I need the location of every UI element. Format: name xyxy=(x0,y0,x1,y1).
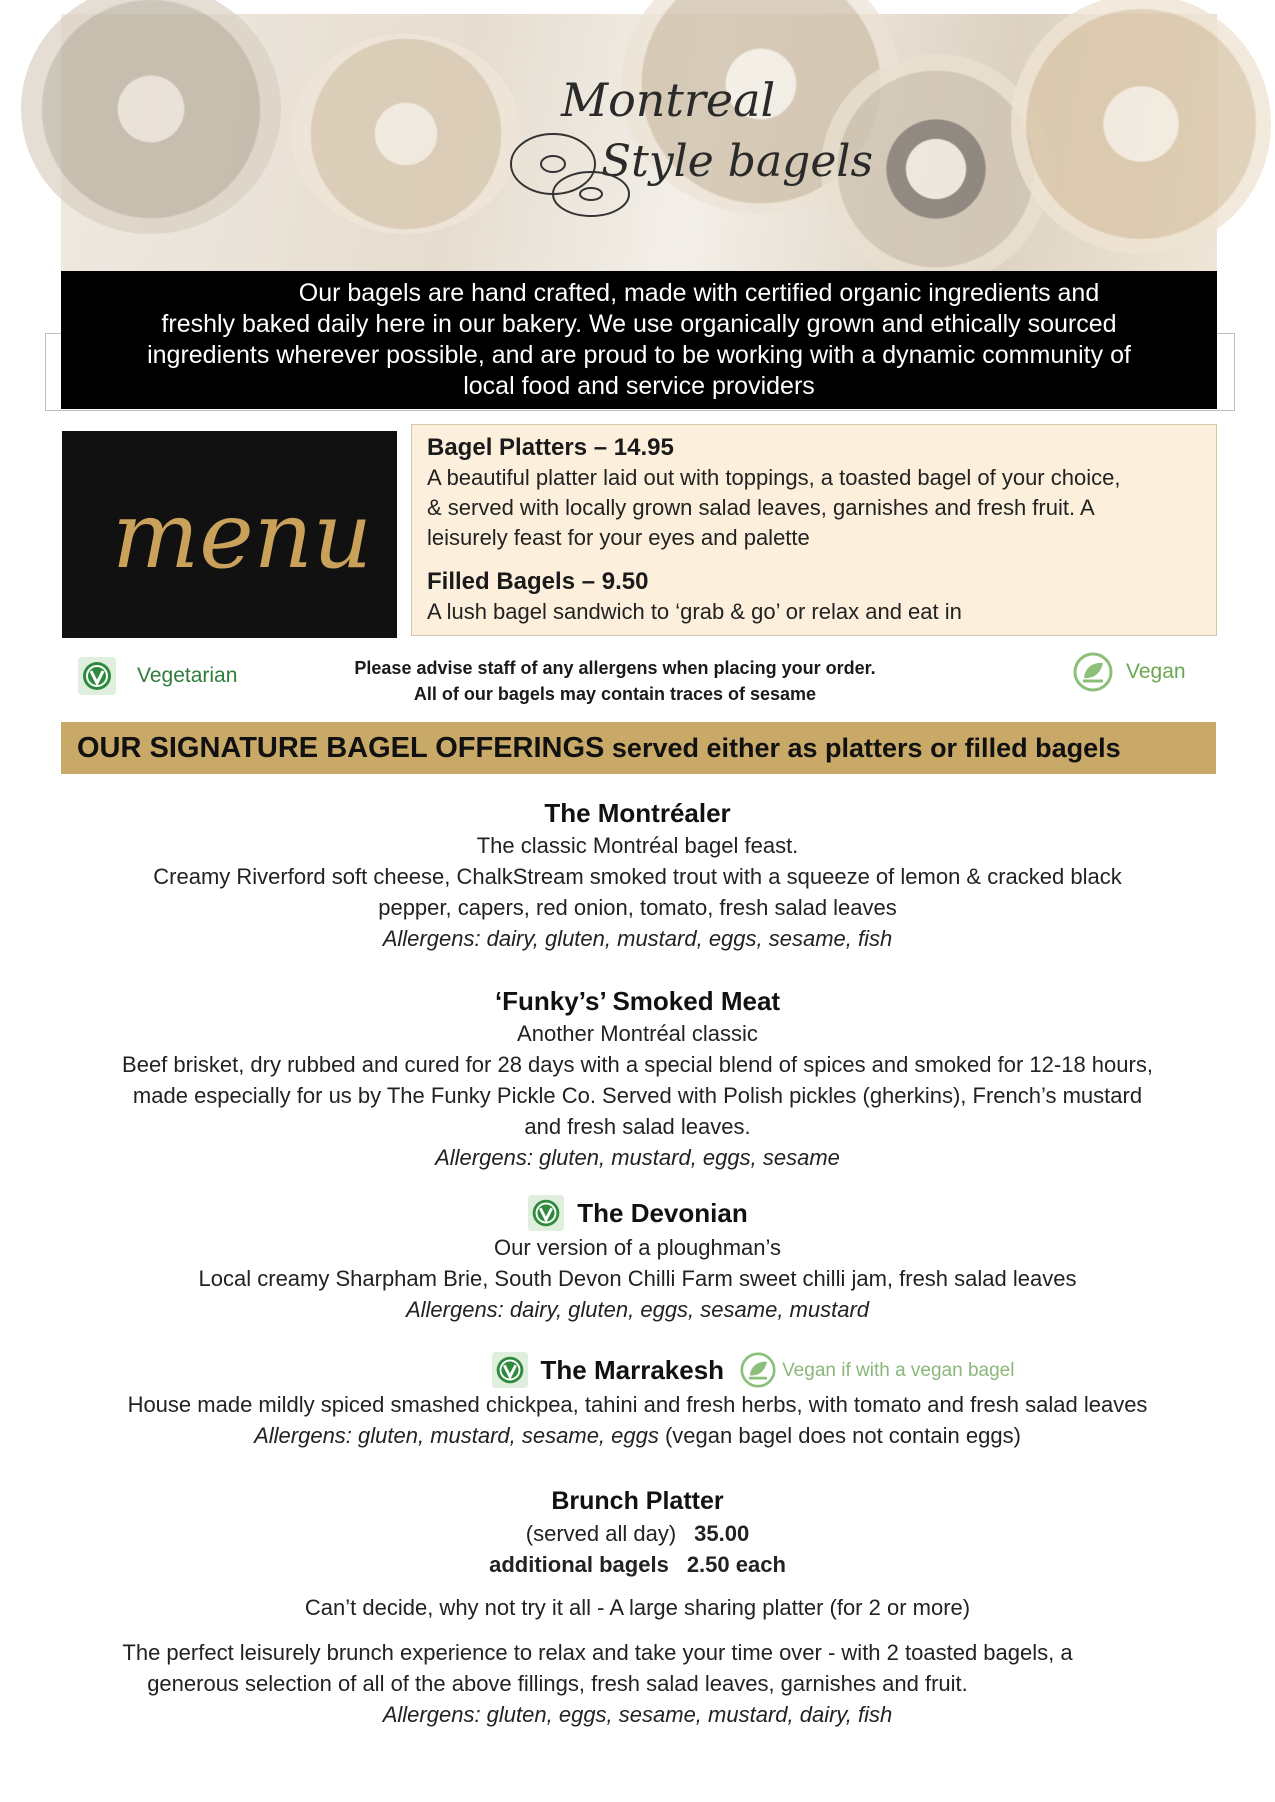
allergen-note-line: Please advise staff of any allergens when placing your order. xyxy=(354,658,876,678)
item-funkys-smoked-meat xyxy=(0,984,1275,1173)
item-allergens: Allergens: gluten, mustard, sesame, eggs xyxy=(254,1423,659,1448)
vegan-note: Vegan if with a vegan bagel xyxy=(782,1359,1015,1381)
svg-text:Montreal: Montreal xyxy=(561,73,776,127)
platters-desc: leisurely feast for your eyes and palette xyxy=(427,525,810,550)
banner-bold: OUR SIGNATURE BAGEL OFFERINGS xyxy=(77,732,605,764)
item-allergens: Allergens: dairy, gluten, eggs, sesame, mustard xyxy=(405,1297,870,1322)
item-desc: Local creamy Sharpham Brie, South Devon Chilli Farm sweet chilli jam, fresh salad leaves xyxy=(198,1266,1077,1291)
banner-rest: served either as platters or filled bagels xyxy=(604,733,1121,763)
brunch-additional-price: 2.50 each xyxy=(686,1552,786,1577)
intro-text xyxy=(61,271,1217,409)
vegetarian-label: Vegetarian xyxy=(137,664,238,687)
vegetarian-icon xyxy=(491,1351,529,1389)
item-allergens: Allergens: gluten, mustard, eggs, sesame xyxy=(435,1145,840,1170)
vegetarian-icon xyxy=(527,1194,565,1232)
item-name: The Devonian xyxy=(577,1198,748,1228)
platters-desc: A beautiful platter laid out with toppings, a toasted bagel of your choice, xyxy=(427,465,1121,490)
montreal-style-bagels-logo xyxy=(501,54,874,204)
brunch-price: 35.00 xyxy=(694,1521,750,1546)
item-brunch-platter xyxy=(0,1484,1275,1730)
platters-heading: Bagel Platters – 14.95 xyxy=(427,434,674,461)
vegan-legend xyxy=(1073,652,1186,692)
item-desc: and fresh salad leaves. xyxy=(524,1114,751,1139)
brunch-served: (served all day) xyxy=(525,1521,677,1546)
menu-title-box xyxy=(62,431,397,638)
item-subtitle: Another Montréal classic xyxy=(517,1021,758,1046)
item-name-row xyxy=(0,1194,1275,1232)
item-desc: made especially for us by The Funky Pickle Co. Served with Polish pickles (gherkins), French’s mustard xyxy=(132,1083,1143,1108)
vegetarian-legend xyxy=(77,656,237,696)
item-name-row xyxy=(0,1351,1275,1389)
vegan-icon xyxy=(740,1352,776,1388)
vegetarian-icon xyxy=(77,656,117,696)
platters-desc: & served with locally grown salad leaves, garnishes and fresh fruit. A xyxy=(427,495,1095,520)
menu-script-logo xyxy=(62,431,397,638)
item-desc: Beef brisket, dry rubbed and cured for 28 days with a special blend of spices and smoked for 12-18 hours, xyxy=(122,1052,1153,1077)
vegan-label: Vegan xyxy=(1126,660,1186,683)
bagel-photo xyxy=(21,0,281,234)
intro-line: ingredients wherever possible, and are proud to be working with a dynamic community of xyxy=(147,341,1131,369)
filled-heading: Filled Bagels – 9.50 xyxy=(427,568,649,595)
item-allergens: Allergens: gluten, eggs, sesame, mustard, dairy, fish xyxy=(382,1702,893,1727)
item-desc: House made mildly spiced smashed chickpea, tahini and fresh herbs, with tomato and fresh salad leaves xyxy=(127,1392,1148,1417)
item-devonian xyxy=(0,1194,1275,1325)
item-desc: The perfect leisurely brunch experience to relax and take your time over - with 2 toasted bagels, a xyxy=(122,1640,1073,1665)
bagel-photo xyxy=(1011,0,1271,254)
item-desc: Creamy Riverford soft cheese, ChalkStream smoked trout with a squeeze of lemon & cracked black xyxy=(153,864,1122,889)
brunch-served-row xyxy=(0,1518,1275,1549)
intro-line: Our bagels are hand crafted, made with certified organic ingredients and xyxy=(298,279,1100,307)
brunch-additional-row xyxy=(0,1549,1275,1580)
item-name: The Montréaler xyxy=(544,798,731,828)
brunch-additional-label: additional bagels xyxy=(489,1552,669,1577)
item-allergens-note: (vegan bagel does not contain eggs) xyxy=(658,1423,1021,1448)
hero-image xyxy=(61,14,1217,272)
brunch-tagline: Can’t decide, why not try it all - A large sharing platter (for 2 or more) xyxy=(304,1595,971,1620)
item-name: Brunch Platter xyxy=(551,1487,724,1515)
intro-line: freshly baked daily here in our bakery. We use organically grown and ethically sourced xyxy=(161,310,1117,338)
svg-text:Style bagels: Style bagels xyxy=(601,136,874,187)
item-allergens-row xyxy=(0,1420,1275,1451)
price-panel xyxy=(411,424,1217,636)
item-montrealer xyxy=(0,796,1275,954)
item-marrakesh xyxy=(0,1351,1275,1451)
vegan-icon xyxy=(1073,652,1113,692)
svg-text:menu: menu xyxy=(112,482,373,589)
item-name: The Marrakesh xyxy=(540,1355,725,1385)
filled-desc: A lush bagel sandwich to ‘grab & go’ or relax and eat in xyxy=(427,599,962,624)
item-desc: pepper, capers, red onion, tomato, fresh salad leaves xyxy=(378,895,897,920)
intro-line: local food and service providers xyxy=(463,372,815,400)
item-subtitle: The classic Montréal bagel feast. xyxy=(476,833,799,858)
item-subtitle: Our version of a ploughman’s xyxy=(494,1235,781,1260)
allergen-notice xyxy=(300,655,930,707)
signature-banner xyxy=(61,722,1216,774)
bagel-photo xyxy=(291,34,521,234)
item-name: ‘Funky’s’ Smoked Meat xyxy=(494,986,781,1016)
item-allergens: Allergens: dairy, gluten, mustard, eggs, sesame, fish xyxy=(382,926,893,951)
allergen-note-line: All of our bagels may contain traces of sesame xyxy=(413,684,817,704)
item-desc: generous selection of all of the above fillings, fresh salad leaves, garnishes and fruit. xyxy=(147,1671,968,1696)
